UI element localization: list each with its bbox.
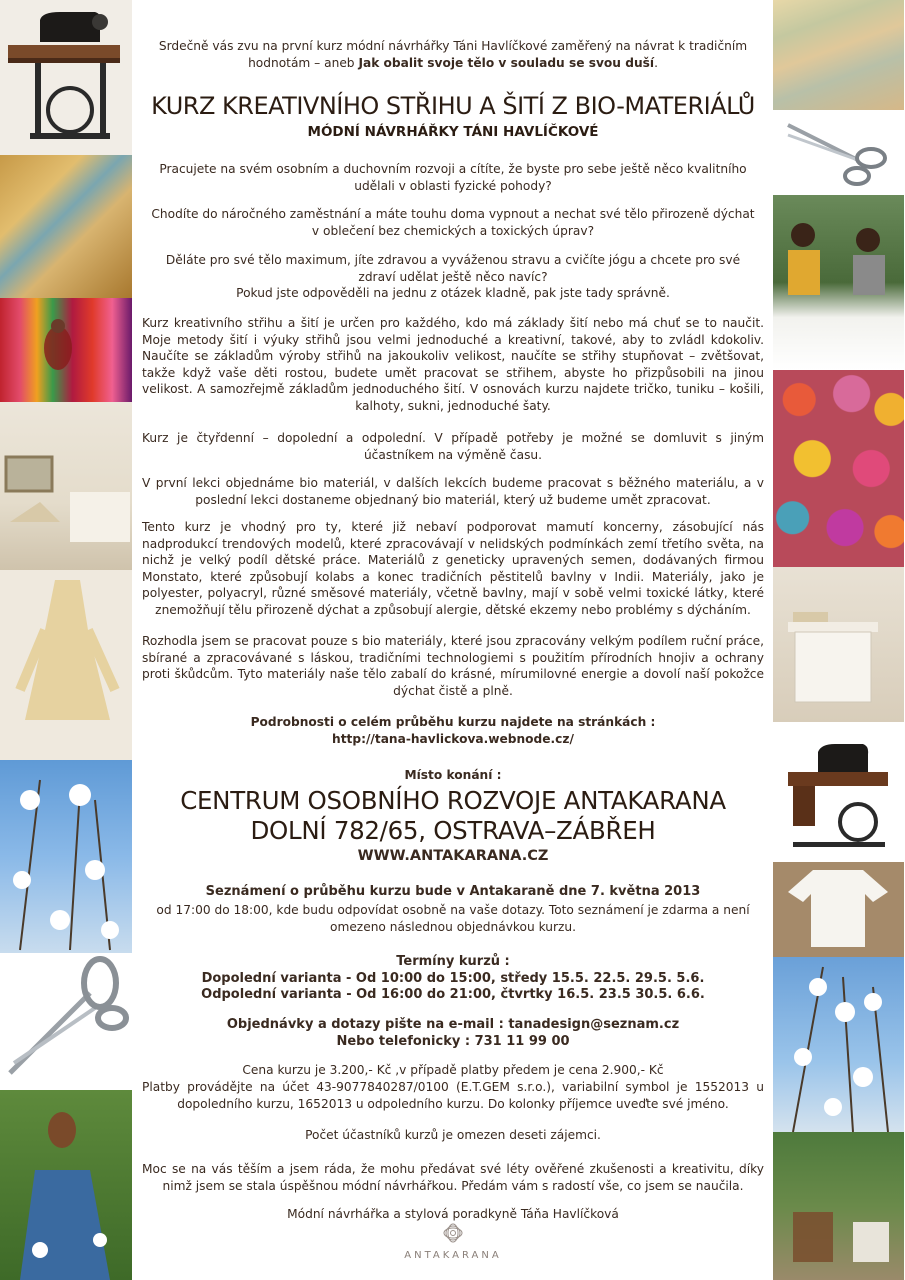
body-paragraph-1: Kurz kreativního střihu a šití je určen pro každého, kdo má základy šití nebo má chuť se to naučit. Moje metody šití i výuky střihů jsou velmi jednoduché a kreativní, takové, aby to zvládl kdokoliv. Naučíte se základům výroby střihů na jakoukoliv velikost, naučíte se střihy stupňovat – zvětšovat, takže když vaše děti rostou, budete umět pracovat se střihem, abyste ho přizpůsobili na jinou velikost. A samozřejmě základům jednoduchého šití. V osnovách kurzu najdete tričko, tuniku – košili, kalhoty, sukni, jednoduché šaty. xyxy=(142,316,764,413)
signature: Módní návrhářka a stylová poradkyně Táňa Havlíčková xyxy=(287,1207,619,1221)
body-paragraph-5: Rozhodla jsem se pracovat pouze s bio materiály, které jsou zpracovány velkým podílem ruční práce, sbírané a zpracovávané s láskou, tradičními technologiemi s použitím přírodních hnojiv a ochrany proti škůdcům. Tyto materiály naše tělo zabalí do krásné, mírumilovné energie a dovolí naší pokožce dýchat čistě a plně. xyxy=(142,634,764,698)
intro-line-1: Srdečně vás zvu na první kurz módní návrhářky Táni Havlíčkové zaměřený na návrat k tradičním xyxy=(158,39,748,53)
photo-baby-onesie xyxy=(773,862,904,957)
question-1: Pracujete na svém osobním a duchovním rozvoji a cítíte, že byste pro sebe ještě něco kvalitního udělali v oblasti fyzické pohody? xyxy=(159,162,747,193)
terms-afternoon: Odpolední varianta - Od 16:00 do 21:00, čtvrtky 16.5. 23.5 30.5. 6.6. xyxy=(201,987,705,1003)
photo-scissors xyxy=(0,953,132,1090)
logo-text: ANTAKARANA xyxy=(404,1250,502,1261)
body-paragraph-4: Tento kurz je vhodný pro ty, které již nebaví podporovat mamutí koncerny, zásobující nás nadprodukcí trendových modelů, které zpracovávají v nelidských podmínkách zemí třetího světa, na nichž je velký podíl dětské práce. Materiálů z geneticky upravených semen, dodávaných firmou Monstato, které způsobují kolabs a konec tradičních pěstitelů bavlny v Indii. Materiály, jako je polyester, polyacryl, různé směsové materiály, včetně bavlny, mají v sobě velmi toxické látky, které znemožňují tělu přirozeně dýchat a způsobují alergie, dětské ekzemy nebo problémy s dýcháním. xyxy=(142,520,764,617)
intro-line-2-end: . xyxy=(654,55,658,70)
photo-white-table xyxy=(773,567,904,722)
venue-label: Místo konání : xyxy=(404,768,502,782)
photo-singer-machine xyxy=(773,722,904,862)
contact-email[interactable]: Objednávky a dotazy pište na e-mail : tanadesign@seznam.cz xyxy=(226,1017,680,1032)
closing-paragraph: Moc se na vás těším a jsem ráda, že mohu předávat své léty ověřené zkušenosti a kreativitu, díky nimž jsem se stala úspěšnou módní návrhářkou. Předám vám s radostí vše, co jsem se naučila. xyxy=(142,1162,764,1193)
question-3-answer: Pokud jste odpověděli na jednu z otázek kladně, pak jste tady správně. xyxy=(236,286,670,301)
photo-sewing-machine xyxy=(0,0,132,155)
photo-folded-linen xyxy=(773,0,904,110)
photo-cotton-picker-woman xyxy=(0,1090,132,1280)
terms-label: Termíny kurzů : xyxy=(396,954,510,969)
terms-morning: Dopolední varianta - Od 10:00 do 15:00, středy 15.5. 22.5. 29.5. 5.6. xyxy=(201,970,705,986)
price-line: Cena kurzu je 3.200,- Kč ,v případě platby předem je cena 2.900,- Kč xyxy=(242,1063,664,1077)
photo-lace-dress xyxy=(0,570,132,760)
venue-address: DOLNÍ 782/65, OSTRAVA–ZÁBŘEH xyxy=(250,816,656,845)
photo-cotton-workers xyxy=(773,195,904,370)
contact-phone[interactable]: Nebo telefonicky : 731 11 99 00 xyxy=(336,1033,570,1049)
photo-yarn-balls xyxy=(773,370,904,567)
intro-line-2-plain: hodnotám – aneb xyxy=(248,55,355,70)
photo-woven-fabric xyxy=(0,155,132,298)
intro-meeting-heading: Seznámení o průběhu kurzu bude v Antakaraně dne 7. května 2013 xyxy=(205,884,701,899)
right-photo-column xyxy=(773,0,905,1280)
photo-vintage-bedroom xyxy=(0,402,132,570)
photo-cotton-plants xyxy=(0,760,132,953)
details-label: Podrobnosti o celém průběhu kurzu najdete na stránkách : xyxy=(250,715,656,729)
left-photo-column xyxy=(0,0,132,1280)
course-title: KURZ KREATIVNÍHO STŘIHU A ŠITÍ Z BIO-MATERIÁLŮ xyxy=(151,92,755,120)
lotus-icon xyxy=(436,1222,470,1244)
venue-website[interactable]: WWW.ANTAKARANA.CZ xyxy=(357,848,549,864)
question-2: Chodíte do náročného zaměstnání a máte touhu doma vypnout a nechat své tělo přirozeně dýchat v oblečení bez chemických a toxických úprav? xyxy=(151,207,755,238)
body-paragraph-2: Kurz je čtyřdenní – dopolední a odpolední. V případě potřeby je možné se domluvit s jiným účastníkem na výměně času. xyxy=(142,431,764,462)
photo-colorful-saris xyxy=(0,298,132,402)
photo-garden-chairs xyxy=(773,1132,904,1280)
intro-meeting-text: od 17:00 do 18:00, kde budu odpovídat osobně na vaše dotazy. Toto seznámení je zdarma a není omezeno následnou objednávkou kurzu. xyxy=(156,903,750,934)
intro-line-2-bold: Jak obalit svoje tělo v souladu se svou duší xyxy=(358,55,655,70)
participant-limit: Počet účastníků kurzů je omezen deseti zájemci. xyxy=(305,1128,601,1142)
course-subtitle: MÓDNÍ NÁVRHÁŘKY TÁNI HAVLÍČKOVÉ xyxy=(307,124,599,140)
flyer-content xyxy=(132,0,774,1280)
photo-cotton-branches xyxy=(773,957,904,1132)
details-url[interactable]: http://tana-havlickova.webnode.cz/ xyxy=(332,731,574,746)
body-paragraph-3: V první lekci objednáme bio materiál, v dalších lekcích budeme pracovat s běžného materiálu, a v poslední lekci dostaneme objednaný bio materiál, který už budeme umět zpracovat. xyxy=(142,476,764,507)
question-3: Děláte pro své tělo maximum, jíte zdravou a vyváženou stravu a cvičíte jógu a chcete pro své zdraví udělat ještě něco navíc? xyxy=(165,253,741,284)
antakarana-logo xyxy=(132,1222,774,1261)
venue-name: CENTRUM OSOBNÍHO ROZVOJE ANTAKARANA xyxy=(180,786,726,815)
intro-text xyxy=(142,38,764,71)
photo-tailor-scissors xyxy=(773,110,904,195)
intro-line-2 xyxy=(142,55,764,72)
payment-info: Platby provádějte na účet 43-9077840287/0100 (E.T.GEM s.r.o.), variabilní symbol je 1552013 u dopoledního kurzu, 1652013 u odpoledního kurzu. Do kolonky příjemce uveďte své jméno. xyxy=(142,1080,764,1111)
